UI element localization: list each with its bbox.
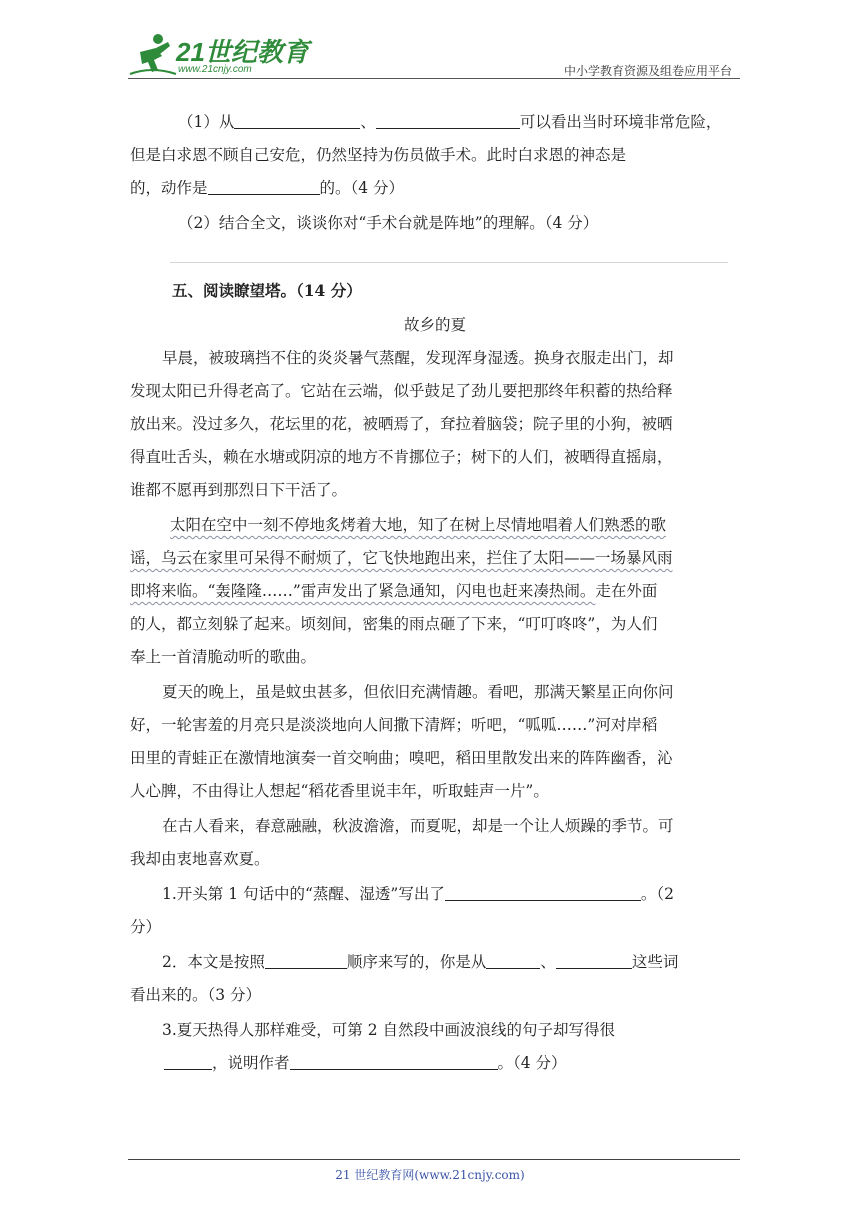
answer-blank[interactable]: [290, 1053, 498, 1070]
answer-blank[interactable]: [486, 952, 540, 969]
text: ，说明作者: [212, 1054, 290, 1072]
question-1-line-b: 但是白求恩不顾自己安危，仍然坚持为伤员做手术。此时白求恩的神态是: [130, 146, 627, 164]
text: 、: [360, 113, 376, 131]
paragraph-3-line: 田里的青蛙正在激情地演奏一首交响曲；嗅吧，稻田里散发出来的阵阵幽香，沁: [130, 749, 673, 767]
footer-divider: [128, 1159, 740, 1160]
paragraph-4-line: 我却由衷地喜欢夏。: [130, 850, 270, 868]
text: 的。（4 分）: [319, 179, 405, 197]
paragraph-3-line: 夏天的晚上，虽是蚊虫甚多，但依旧充满情趣。看吧，那满天繁星正向你问: [162, 683, 674, 701]
paragraph-4-line: 在古人看来，春意融融，秋波澹澹，而夏呢，却是一个让人烦躁的季节。可: [162, 817, 674, 835]
text: 走在外面: [595, 582, 658, 600]
paragraph-2-line: [130, 547, 673, 569]
text: 。（4 分）: [497, 1054, 567, 1072]
question-a3-cont: [164, 1052, 567, 1074]
answer-blank[interactable]: [208, 178, 320, 195]
answer-blank[interactable]: [556, 952, 632, 969]
wavy-underlined-text: 即将来临。“轰隆隆……”雷声发出了紧急通知，闪电也赶来凑热闹。: [130, 582, 596, 600]
answer-blank[interactable]: [376, 112, 520, 129]
paragraph-1-line: 得直吐舌头，赖在水塘或阴凉的地方不肯挪位子；树下的人们，被晒得直摇扇，: [130, 448, 673, 466]
answer-blank[interactable]: [164, 1053, 212, 1070]
logo-title: 21世纪教育: [176, 37, 309, 67]
paragraph-3-line: 好，一轮害羞的月亮只是淡淡地向人间撒下清辉；听吧，“呱呱……”河对岸稻: [130, 716, 658, 734]
paragraph-2-line: [170, 514, 666, 536]
paragraph-2-line: [130, 580, 657, 602]
question-1-line-c: [130, 177, 404, 199]
answer-blank[interactable]: [445, 884, 641, 901]
passage-title: 故乡的夏: [403, 316, 466, 334]
text: 这些词: [631, 953, 679, 971]
logo-url: www.21cnjy.com: [178, 64, 252, 75]
question-a1-cont: 分）: [130, 918, 162, 936]
runner-logo-icon: [128, 30, 178, 80]
question-a1: [162, 883, 674, 905]
text: 的，动作是: [130, 179, 208, 197]
question-a2: [162, 951, 678, 973]
header-divider: [128, 78, 740, 79]
wavy-underlined-text: 太阳在空中一刻不停地炙烤着大地，知了在树上尽情地唱着人们熟悉的歌: [170, 516, 667, 534]
answer-blank[interactable]: [234, 112, 360, 129]
paragraph-2-line: 的人，都立刻躲了起来。顷刻间，密集的雨点砸了下来，“叮叮咚咚”，为人们: [130, 615, 658, 633]
answer-line[interactable]: [170, 262, 728, 263]
paragraph-3-line: 人心脾，不由得让人想起“稻花香里说丰年，听取蛙声一片”。: [130, 782, 549, 800]
footer-text: 21 世纪教育网(www.21cnjy.com): [335, 1168, 525, 1182]
text: 顺序来写的，你是从: [346, 953, 487, 971]
text: 可以看出当时环境非常危险，: [519, 113, 722, 131]
paragraph-1-line: 发现太阳已升得老高了。它站在云端，似乎鼓足了劲儿要把那终年积蓄的热给释: [130, 382, 673, 400]
paragraph-1-line: 放出来。没过多久，花坛里的花，被晒焉了，耷拉着脑袋；院子里的小狗，被晒: [130, 415, 673, 433]
question-1-line-a: [178, 111, 721, 133]
paragraph-2-line: 奉上一首清脆动听的歌曲。: [130, 648, 317, 666]
text: 、: [540, 953, 556, 971]
paragraph-1-line: 谁都不愿再到那烈日下干活了。: [130, 481, 348, 499]
header-platform-text: 中小学教育资源及组卷应用平台: [563, 64, 732, 78]
question-a3: 3.夏天热得人那样难受，可第 2 自然段中画波浪线的句子却写得很: [162, 1021, 616, 1039]
wavy-underlined-text: 谣，乌云在家里可呆得不耐烦了，它飞快地跑出来，拦住了太阳——一场暴风雨: [130, 549, 673, 567]
page-header: [0, 0, 860, 90]
site-logo: [128, 30, 309, 80]
paragraph-1-line: 早晨，被玻璃挡不住的炎炎暑气蒸醒，发现浑身湿透。换身衣服走出门，却: [162, 349, 674, 367]
text: 1.开头第 1 句话中的“蒸醒、湿透”写出了: [162, 885, 445, 903]
section-heading: 五、阅读瞭望塔。（14 分）: [172, 281, 362, 300]
text: 2．本文是按照: [162, 953, 265, 971]
answer-blank[interactable]: [265, 952, 347, 969]
text: 。（2: [640, 885, 674, 903]
text: （1）从: [178, 113, 235, 131]
question-2: （2）结合全文，谈谈你对“手术台就是阵地”的理解。（4 分）: [178, 214, 599, 232]
question-a2-cont: 看出来的。（3 分）: [130, 986, 262, 1004]
